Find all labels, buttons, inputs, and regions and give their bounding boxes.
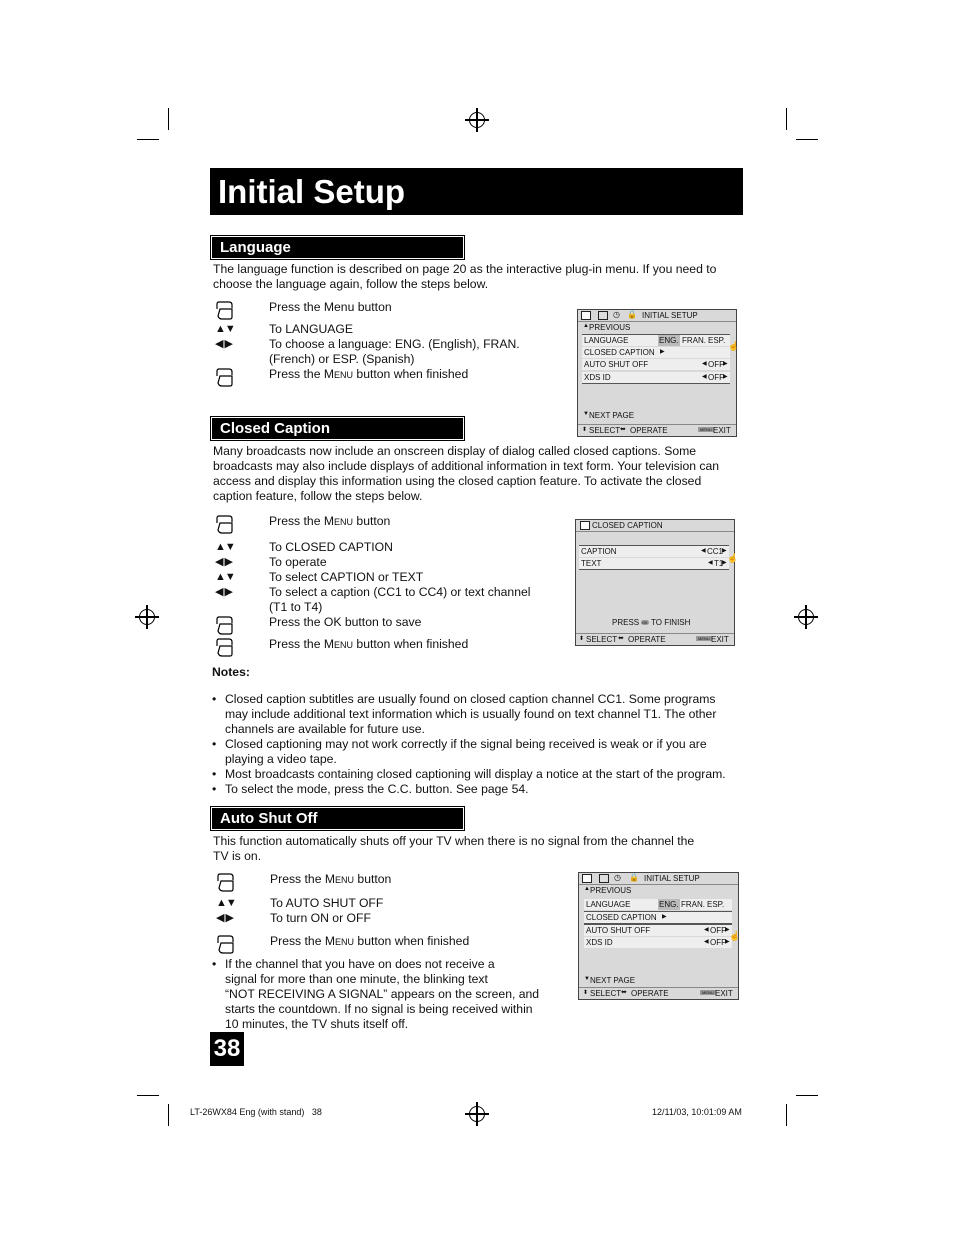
osd-label: AUTO SHUT OFF [586, 926, 651, 935]
step-text-part: button when finished [353, 367, 469, 381]
list-item [212, 957, 572, 972]
left-arrow-icon: ◀ [708, 560, 713, 566]
text-line: TV is on. [213, 849, 262, 863]
crop-mark [786, 1104, 787, 1126]
step-text-smallcaps: ENU [335, 937, 355, 947]
left-arrow-icon: ◀ [704, 939, 709, 945]
text-line: signal for more than one minute, the blinking text [225, 972, 488, 986]
osd-select: SELECT [586, 635, 618, 644]
down-arrow-icon: ▼ [583, 411, 589, 417]
text-line: 10 minutes, the TV shuts itself off. [225, 1017, 409, 1031]
osd-row-auto-shut-off [584, 924, 732, 936]
remote-hand-icon [214, 300, 236, 320]
up-down-arrow-icon: ▲▼ [215, 571, 235, 583]
list-item [212, 737, 752, 752]
left-arrow-icon: ◀ [704, 927, 709, 933]
menu-button-icon: MENU [700, 427, 712, 432]
osd-exit: EXIT [713, 426, 731, 435]
osd-next-page: NEXT PAGE [589, 411, 635, 420]
osd-label: CLOSED CAPTION [584, 348, 655, 357]
text-line: broadcasts may also include displays of additional information in text form. Your television can [213, 459, 720, 473]
step-text: To CLOSED CAPTION [269, 540, 393, 554]
step-text-part: Press the M [269, 637, 335, 651]
step-text [269, 367, 468, 383]
text-line: “NOT RECEIVING A SIGNAL” appears on the screen, and [225, 987, 540, 1001]
osd-label: CAPTION [581, 547, 617, 556]
pointer-hand-icon: ☝ [728, 341, 740, 351]
step-text: Press the Menu button [269, 300, 392, 314]
right-arrow-icon: ▶ [660, 349, 665, 355]
osd-row-closed-caption [582, 347, 730, 358]
text-line: access and display this information using the closed caption feature. To activate the closed [213, 474, 702, 488]
osd-row-caption [579, 545, 729, 557]
up-down-arrow-icon: ▲▼ [215, 541, 235, 553]
menu-tab-icon [598, 311, 608, 320]
registration-mark-icon [798, 609, 814, 625]
osd-label: XDS ID [586, 938, 613, 947]
up-down-arrow-icon: ▲▼ [215, 323, 235, 335]
osd-press: PRESS [612, 618, 640, 627]
left-right-arrow-icon: ⬌ [620, 426, 626, 433]
text-line: This function automatically shuts off your TV when there is no signal from the channel the [213, 834, 695, 848]
osd-label: LANGUAGE [586, 900, 631, 909]
step-text-smallcaps: ENU [334, 640, 354, 650]
osd-exit: EXIT [715, 989, 733, 998]
osd-option: ESP. [708, 336, 726, 345]
registration-mark-icon [139, 609, 155, 625]
left-arrow-icon: ◀ [702, 361, 707, 367]
osd-value: T1 [714, 559, 724, 568]
osd-header [578, 310, 736, 322]
up-arrow-icon: ▲ [583, 323, 589, 329]
bullet-icon: • [212, 782, 217, 796]
step-text: To LANGUAGE [269, 322, 353, 336]
left-arrow-icon: ◀ [702, 374, 707, 380]
section-heading-auto-shut-off: Auto Shut Off [211, 807, 464, 830]
remote-hand-icon [214, 367, 236, 387]
osd-row-closed-caption [584, 911, 732, 924]
right-arrow-icon: ▶ [662, 914, 667, 920]
osd-to-finish: TO FINISH [651, 618, 691, 627]
crop-mark [168, 1104, 169, 1126]
timer-icon: ◷ [613, 310, 620, 319]
text-line: caption feature, follow the steps below. [213, 489, 423, 503]
osd-header [576, 520, 734, 532]
osd-value: CC1 [707, 547, 724, 556]
crop-mark [137, 139, 159, 140]
osd-footer [578, 424, 736, 436]
registration-mark-icon [469, 1106, 485, 1122]
osd-header [579, 873, 738, 885]
osd-value: OFF [708, 373, 724, 382]
osd-footer [576, 633, 734, 645]
step-text-part: Press the M [270, 872, 336, 886]
osd-label: TEXT [581, 559, 602, 568]
up-down-arrow-icon: ⬍ [582, 427, 588, 433]
text-line: Most broadcasts containing closed captioning will display a notice at the start of the program. [225, 767, 726, 781]
osd-operate: OPERATE [628, 635, 666, 644]
osd-initial-setup-auto-shut-off [578, 872, 739, 1000]
left-arrow-icon: ◀ [701, 548, 706, 554]
left-right-arrow-icon: ◀ ▶ [215, 586, 232, 598]
remote-hand-icon [215, 872, 237, 892]
right-arrow-icon: ▶ [725, 927, 730, 933]
left-right-arrow-icon: ◀ ▶ [216, 912, 233, 924]
crop-mark [796, 139, 818, 140]
osd-operate: OPERATE [630, 426, 668, 435]
text-line: starts the countdown. If no signal is being received within [225, 1002, 533, 1016]
list-item [212, 692, 752, 707]
crop-mark [786, 108, 787, 130]
osd-label: XDS ID [584, 373, 611, 382]
step-text: To select a caption (CC1 to CC4) or text channel [269, 585, 531, 599]
step-text-part: button [353, 514, 391, 528]
osd-label: AUTO SHUT OFF [584, 360, 649, 369]
osd-row-xds-id [582, 372, 730, 384]
osd-value: OFF [710, 938, 726, 947]
text-line: may include additional text information which is usually found on text channel T1. The other [225, 707, 717, 721]
left-right-arrow-icon: ◀ ▶ [215, 338, 232, 350]
text-line: Many broadcasts now include an onscreen display of dialog called closed captions. Some [213, 444, 697, 458]
registration-mark-icon [469, 112, 485, 128]
step-text: To AUTO SHUT OFF [270, 896, 384, 910]
step-text: To choose a language: ENG. (English), FRAN. [269, 337, 520, 351]
up-down-arrow-icon: ⬍ [583, 990, 589, 996]
list-item [212, 782, 752, 797]
osd-row-xds-id [584, 937, 732, 948]
osd-label: CLOSED CAPTION [586, 913, 657, 922]
list-item [212, 767, 752, 782]
bullet-icon: • [212, 737, 217, 751]
osd-title: CLOSED CAPTION [592, 521, 663, 530]
osd-option-selected: ENG. [659, 900, 679, 909]
step-text: To select CAPTION or TEXT [269, 570, 424, 584]
osd-exit: EXIT [711, 635, 729, 644]
step-text [269, 514, 390, 530]
osd-option-selected: ENG. [659, 336, 679, 345]
lock-icon: 🔒 [627, 310, 637, 319]
language-intro [213, 262, 743, 292]
osd-value: OFF [710, 926, 726, 935]
osd-next-page: NEXT PAGE [590, 976, 636, 985]
osd-option: FRAN. [681, 900, 705, 909]
footer-file-info: LT-26WX84 Eng (with stand) 38 [190, 1107, 322, 1117]
auto-shut-off-note [212, 957, 572, 1032]
osd-row-text [579, 558, 729, 570]
timer-icon: ◷ [614, 873, 621, 882]
step-text: (French) or ESP. (Spanish) [269, 352, 415, 366]
left-right-arrow-icon: ⬌ [618, 635, 624, 642]
osd-previous: PREVIOUS [589, 323, 631, 332]
osd-option: FRAN. [682, 336, 706, 345]
footer-timestamp: 12/11/03, 10:01:09 AM [652, 1107, 742, 1117]
text-line: If the channel that you have on does not receive a [225, 957, 495, 971]
osd-select: SELECT [590, 989, 622, 998]
step-text [270, 934, 469, 950]
text-line: The language function is described on page 20 as the interactive plug-in menu. If you need to [213, 262, 717, 276]
osd-closed-caption [575, 519, 739, 646]
closed-caption-intro [213, 444, 743, 504]
down-arrow-icon: ▼ [584, 976, 590, 982]
osd-row-language [584, 899, 732, 910]
step-text [269, 637, 468, 653]
step-text-part: Press the M [270, 934, 336, 948]
crop-mark [796, 1095, 818, 1096]
crop-mark [137, 1095, 159, 1096]
step-text: To turn ON or OFF [270, 911, 371, 925]
up-down-arrow-icon: ▲▼ [216, 897, 236, 909]
notes-list [212, 692, 752, 797]
menu-tab-icon [581, 311, 591, 320]
step-text [270, 872, 391, 888]
text-line: To select the mode, press the C.C. button. See page 54. [225, 782, 529, 796]
remote-hand-icon [214, 615, 236, 635]
ok-button-icon: OK [642, 620, 648, 625]
text-line: playing a video tape. [225, 752, 337, 766]
up-down-arrow-icon: ⬍ [579, 636, 585, 642]
auto-shut-off-intro [213, 834, 743, 864]
page-title: Initial Setup [210, 168, 743, 215]
right-arrow-icon: ▶ [723, 374, 728, 380]
remote-hand-icon [214, 637, 236, 657]
osd-row-language [582, 334, 730, 346]
step-text: To operate [269, 555, 327, 569]
osd-footer [579, 987, 738, 999]
osd-title: INITIAL SETUP [644, 874, 700, 883]
bullet-icon: • [212, 692, 217, 706]
lock-icon: 🔒 [629, 873, 639, 882]
step-text: (T1 to T4) [269, 600, 323, 614]
bullet-icon: • [212, 767, 217, 781]
page-number: 38 [210, 1032, 244, 1066]
osd-option: ESP. [707, 900, 725, 909]
menu-tab-icon [580, 521, 590, 530]
osd-initial-setup-language [577, 309, 740, 437]
step-text-part: button when finished [353, 637, 469, 651]
text-line: choose the language again, follow the steps below. [213, 277, 489, 291]
step-text: Press the OK button to save [269, 615, 422, 629]
menu-tab-icon [582, 874, 592, 883]
osd-select: SELECT [589, 426, 621, 435]
step-text-smallcaps: ENU [334, 370, 354, 380]
step-text-smallcaps: ENU [334, 517, 354, 527]
crop-mark [168, 108, 169, 130]
step-text-part: button [354, 872, 392, 886]
right-arrow-icon: ▶ [725, 939, 730, 945]
step-text-part: Press the M [269, 367, 335, 381]
remote-hand-icon [214, 514, 236, 534]
text-line: channels are available for future use. [225, 722, 425, 736]
osd-previous: PREVIOUS [590, 886, 632, 895]
left-right-arrow-icon: ⬌ [621, 989, 627, 996]
section-heading-closed-caption: Closed Caption [211, 417, 464, 440]
step-text-part: Press the M [269, 514, 335, 528]
menu-tab-icon [599, 874, 609, 883]
step-text-smallcaps: ENU [335, 875, 355, 885]
right-arrow-icon: ▶ [722, 548, 727, 554]
step-text-part: button when finished [354, 934, 470, 948]
menu-button-icon: MENU [702, 990, 714, 995]
osd-title: INITIAL SETUP [642, 311, 698, 320]
pointer-hand-icon: ☝ [729, 931, 741, 941]
bullet-icon: • [212, 957, 217, 971]
left-right-arrow-icon: ◀ ▶ [215, 556, 232, 568]
notes-label: Notes: [212, 665, 250, 679]
right-arrow-icon: ▶ [723, 361, 728, 367]
text-line: Closed captioning may not work correctly if the signal being received is weak or if you are [225, 737, 707, 751]
osd-row-auto-shut-off [582, 359, 730, 370]
menu-button-icon: MENU [698, 636, 710, 641]
up-arrow-icon: ▲ [584, 886, 590, 892]
osd-operate: OPERATE [631, 989, 669, 998]
remote-hand-icon [215, 934, 237, 954]
osd-value: OFF [708, 360, 724, 369]
section-heading-language: Language [211, 236, 464, 259]
osd-label: LANGUAGE [584, 336, 629, 345]
right-arrow-icon: ▶ [722, 560, 727, 566]
pointer-hand-icon: ☝ [727, 553, 739, 563]
text-line: Closed caption subtitles are usually found on closed caption channel CC1. Some programs [225, 692, 716, 706]
